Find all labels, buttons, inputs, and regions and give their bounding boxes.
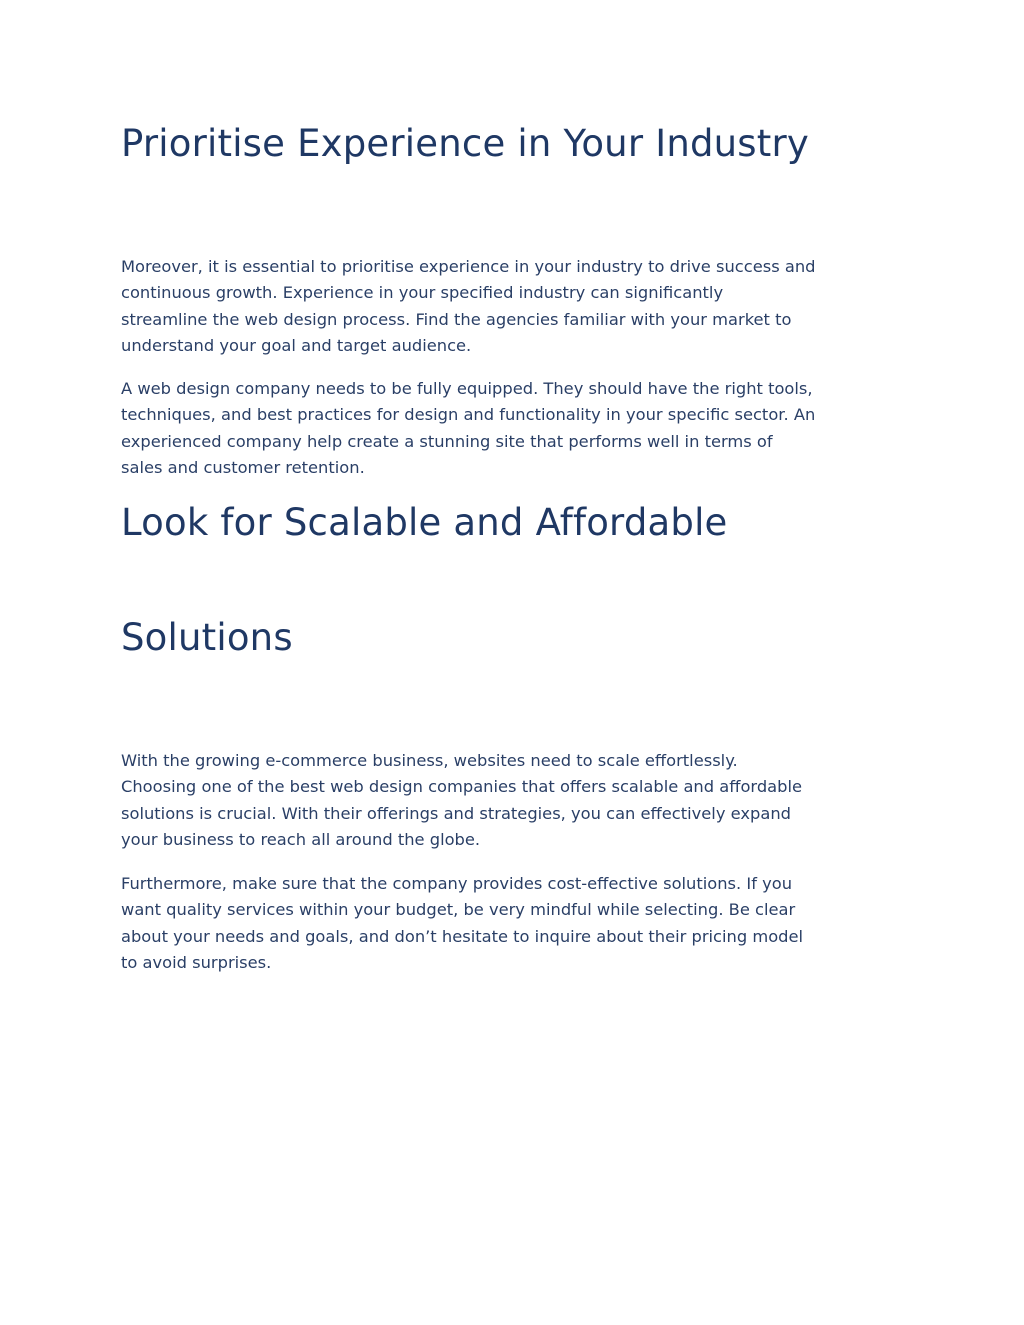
text-line: understand your goal and target audience. <box>121 335 472 355</box>
text-line: to avoid surprises. <box>121 952 272 972</box>
text-line: With the growing e-commerce business, websites need to scale effortlessly. <box>121 751 738 770</box>
text-line: want quality services within your budget, be very mindful while selecting. Be clear <box>121 900 796 920</box>
text-line: solutions is crucial. With their offerings and strategies, you can effectively expand <box>121 803 791 823</box>
text-line: sales and customer retention. <box>121 457 365 477</box>
text-line: A web design company needs to be fully equipped. They should have the right tools, <box>121 379 813 398</box>
paragraph-scalable-1 <box>121 748 911 853</box>
text-line: Moreover, it is essential to prioritise experience in your industry to drive success and <box>121 257 816 276</box>
section-heading-scalable-line1: Look for Scalable and Affordable <box>121 501 728 544</box>
text-line: Furthermore, make sure that the company provides cost-effective solutions. If you <box>121 874 793 893</box>
text-line: techniques, and best practices for design and functionality in your specific sector. An <box>121 405 816 425</box>
paragraph-experience-2 <box>121 376 911 481</box>
text-line: streamline the web design process. Find the agencies familiar with your market to <box>121 309 792 329</box>
paragraph-scalable-2 <box>121 871 911 976</box>
text-line: your business to reach all around the globe. <box>121 829 481 849</box>
paragraph-experience-1 <box>121 254 911 359</box>
text-line: about your needs and goals, and don’t hesitate to inquire about their pricing model <box>121 926 804 946</box>
text-line: Choosing one of the best web design companies that offers scalable and affordable <box>121 777 803 797</box>
text-line: continuous growth. Experience in your specified industry can significantly <box>121 283 724 303</box>
section-heading-experience: Prioritise Experience in Your Industry <box>121 122 809 165</box>
text-line: experienced company help create a stunning site that performs well in terms of <box>121 431 773 451</box>
section-heading-scalable-line2: Solutions <box>121 616 293 659</box>
